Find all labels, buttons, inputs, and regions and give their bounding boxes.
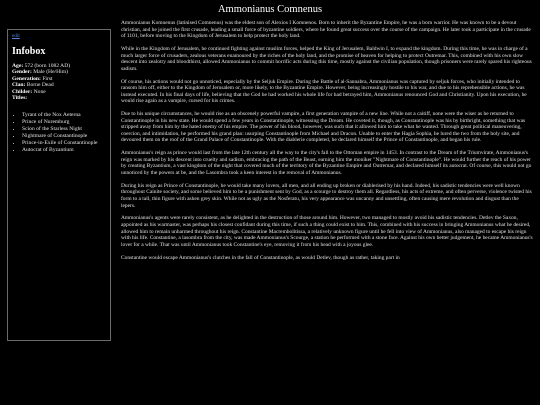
page-title: Ammonianus Comnenus bbox=[217, 4, 323, 15]
field-label: Titles: bbox=[12, 95, 28, 101]
list-item: • Prince of Nuremburg bbox=[22, 119, 106, 126]
paragraph: Of course, his actions would not go unnoticed, especially by the Seljuk Empire. During the Battle of al-Sannabra, Ammonianus was captured by seljuk forces, who initially intended to ransom him off, either to the Kingdom of Jerusalem or, more likely, to the Byzantine Empire. However, being increasingly hostile to his war, and due to his reprehensible actions, he was instead executed. In his final days of life, believing that the God he had worked his whole life for had betrayed him, Ammonianus renounced God and Christianity. Upon his execution, he would rise again as a vampire, cursed for his crimes. bbox=[121, 78, 527, 105]
paragraph: During his reign as Prince of Constantinople, he would take many lovers, all men, and all ending up broken or diablerised by his hand. Indeed, his sadistic tendencies were well known throughout Cainite society, and some believed him to be a punishment sent by God, as a scourge to destroy them all. Regardless, his acts of extreme, and often perverse, violence twisted his form to a tall, thin figure with ashen grey skin. While not as ugly as the Nosferatu, his very appearance was uncanny and unsettling, often causing mere revolution and disgust than the lepers. bbox=[121, 182, 532, 209]
paragraph: Ammonianus Komnenus (latinised Comnenus) was the eldest son of Alexios I Komnenos. Born to inherit the Byzantine Empire, he was a born warrior. He was known to be a devout christian, and he joined the first crusade, leading a small force of byzantine soldiers, where he found great success over the course of the campaign. He later took a participate in the crusade of 1101, before moving to the Kingdom of Jerusalem to help protect the holy land. bbox=[121, 20, 531, 40]
field-value: Male (He/Him) bbox=[33, 69, 68, 75]
field-titles bbox=[12, 95, 106, 102]
paragraph: Ammonianus's agents were rarely consistent, as he delighted in the destruction of those around him. However, two managed to mostly avoid his sadistic tendencies. Detlev the Saxon, appointed as his warmaster, was perhaps his closest confidant during this time, if such a thing could exist to him. This, combined with his success in bringing Ammonianus what he desired, allowed him to remain unharmed throughout his reign. Constantine Macrembolitissa, a relatively unknown figure until he fell into view of Ammonianus, also managed to escape his reign with his life. Constantine, a lasombra from the city, was made Ammonianus's Scourge, a station he performed with a stone face. Against his own better judgement, he became Ammonianus's lover for a while. That was until Ammonianus took Constantine's eye, removing it from his head with a joyous glee. bbox=[121, 215, 533, 248]
titles-list bbox=[12, 112, 106, 154]
field-label: Gender: bbox=[12, 69, 32, 75]
article-body bbox=[121, 20, 533, 268]
paragraph: Constantine would escape Ammonianus's clutches in the fall of Constantinople, as would Detlev, though as rather, taking part in bbox=[121, 254, 400, 261]
list-item: • Autocrat of Byzantium bbox=[22, 147, 106, 154]
infobox-heading: Infobox bbox=[12, 45, 46, 57]
field-value: Borne Dead bbox=[26, 82, 54, 88]
field-value: None bbox=[33, 88, 46, 95]
field-label: Childer: bbox=[12, 88, 33, 95]
paragraph: While in the Kingdom of Jerusalem, he continued fighting against muslim forces, helped the King of Jerusalem, Baldwin I, to expand the kingdom. During this time, he was in charge of a much larger force of crusaders, zealous veterans enamoured by the riches of the holy land, and the promise of heaven for helping to protect Outremar. This, combined with his own slow descent into zealotry and bloodthirst, allowed Ammonianus to commit horrific acts during this time, mostly against the civilian population, though prisoners were rarely spared his righteous sadism. bbox=[121, 46, 532, 72]
field-label: Generation: bbox=[12, 75, 41, 82]
edit-link[interactable]: edit bbox=[12, 33, 20, 39]
field-value: 572 (born 1082 AD) bbox=[24, 62, 71, 69]
list-item: • Tyrant of the Nox Aeterna bbox=[22, 112, 106, 119]
infobox bbox=[7, 29, 111, 341]
list-item: • Prince-in-Exile of Constantinople bbox=[22, 140, 106, 147]
paragraph: Ammonianus's reign as prince would last from the late 12th century all the way to the city's fall to the Ottoman empire in 1453. In contrast to the Dream of the Triumvirate, Ammonianus's reign was marked by his descent into cruelty and sadism, embracing the path of the Beast, earning him the moniker "Nightmare of Constantinople". He would further the reach of his power by creating Byzantium, a vast kingdom of the night that covered much of the territory of the Byzantine Empire and Outremar, and declared himself its autocrat. Of course, this would not go unnoticed by the powers at be, and the Lasombra took a keen interest in the removal of Ammonianus. bbox=[121, 150, 532, 176]
field-label: Clan: bbox=[12, 82, 26, 88]
list-item: • Scion of the Starless Night bbox=[22, 126, 106, 133]
list-item: • Nightmare of Constantinople bbox=[22, 133, 106, 140]
field-value: First bbox=[42, 75, 53, 82]
field-label: Age: bbox=[12, 62, 24, 69]
paragraph: Due to his unique circumstances, he would rise as an obscenely powerful vampire, a first generation vampire of a new line. While not a caitiff, none were the wiser as he returned to Constantinople in his new state. He would spend a few years in Constantinople, witnessing the Dream. He coveted it, though, as Constantinople was his by birthright, something that was stripped away from him by the hated enemy of his empire. The power of his blood, however, was such that it allowed him to take what he wanted. Through great political maneuvering, coercion, and intimidation, he performed his grand plan: usurping Constantinople from Michael and Dracon. Unable to enter the Hagia Sophia, he lured the two from the holy site, and devoured them on the roof of the Grand Palace of Constantinople. With the diablerie completed, he declared himself the Prince of Constantinople, and began his rule. bbox=[121, 111, 526, 144]
